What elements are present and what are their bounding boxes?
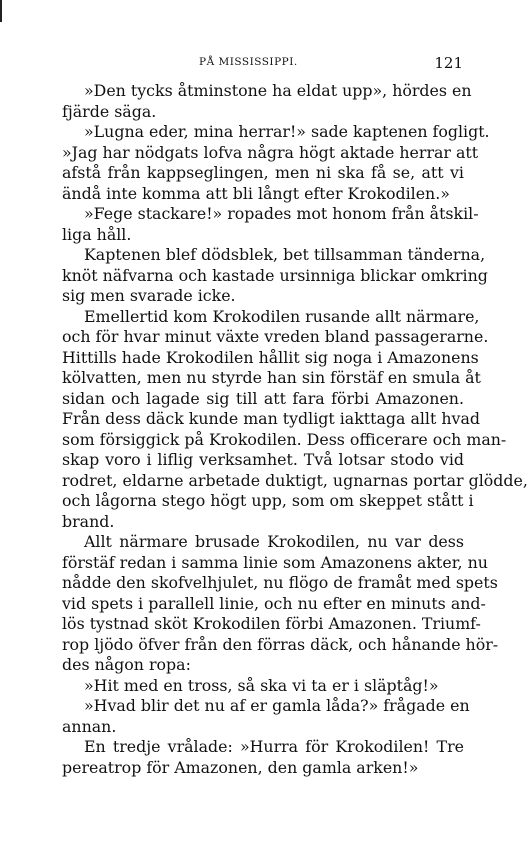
text-line: skap voro i liflig verksamhet. Två lotsar stodo vid [62,450,464,469]
text-line: Hittills hade Krokodilen hållit sig noga i Amazonens [62,347,479,367]
text-line: vid spets i parallell linie, och nu efter en minuts and- [62,593,486,613]
text-line: kölvatten, men nu styrde han sin förstäf en smula åt [62,368,481,387]
text-line: pereatrop för Amazonen, den gamla arken!» [62,757,419,777]
text-line: »Hit med en tross, så ska vi ta er i släptåg!» [84,675,439,695]
text-line: afstå från kappseglingen, men ni ska få se, att vi [62,163,464,182]
text-line: sig men svarade icke. [62,286,236,305]
text-line: annan. [62,716,117,736]
text-line: och lågorna stego högt upp, som om skeppet stått i [62,491,474,510]
page-header [62,54,462,74]
text-line: nådde den skofvelhjulet, nu flögo de framåt med spets [62,573,498,592]
text-line: rodret, eldarne arbetade duktigt, ugnarnas portar glödde, [62,470,528,490]
text-line: som försiggick på Krokodilen. Dess officerare och man- [62,429,507,449]
text-line: ändå inte komma att bli långt efter Krokodilen.» [62,183,450,203]
text-line: brand. [62,511,115,531]
text-line: »Hvad blir det nu af er gamla låda?» frågade en [84,696,470,715]
text-line: Allt närmare brusade Krokodilen, nu var dess [84,532,464,551]
text-line: och för hvar minut växte vreden bland passagerarne. [62,327,489,346]
body-text [62,81,528,778]
text-line: rop ljödo öfver från den förras däck, och hånande hör- [62,634,499,654]
text-line: En tredje vrålade: »Hurra för Krokodilen! Tre [84,737,464,756]
text-line: Emellertid kom Krokodilen rusande allt närmare, [84,306,480,326]
text-line: förstäf redan i samma linie som Amazonens akter, nu [62,552,488,572]
text-line: lös tystnad sköt Krokodilen förbi Amazonen. Triumf- [62,614,481,633]
page-edge-mark [0,0,2,22]
text-line: »Lugna eder, mina herrar!» sade kaptenen fogligt. [84,122,490,141]
text-line: sidan och lagade sig till att fara förbi Amazonen. [62,388,464,408]
text-line: »Fege stackare!» ropades mot honom från åtskil- [84,204,479,223]
text-line: des någon ropa: [62,655,191,674]
text-line: fjärde säga. [62,101,157,121]
text-line: »Jag har nödgats lofva några högt aktade herrar att [62,142,479,162]
text-line: Från dess däck kunde man tydligt iakttaga allt hvad [62,409,480,428]
running-title: PÅ MISSISSIPPI. [199,56,298,68]
page-number: 121 [434,54,463,72]
text-line: liga håll. [62,224,132,244]
text-line: »Den tycks åtminstone ha eldat upp», hördes en [84,81,472,100]
text-line: Kaptenen blef dödsblek, bet tillsamman tänderna, [84,245,486,264]
text-line: knöt näfvarna och kastade ursinniga blickar omkring [62,265,488,285]
